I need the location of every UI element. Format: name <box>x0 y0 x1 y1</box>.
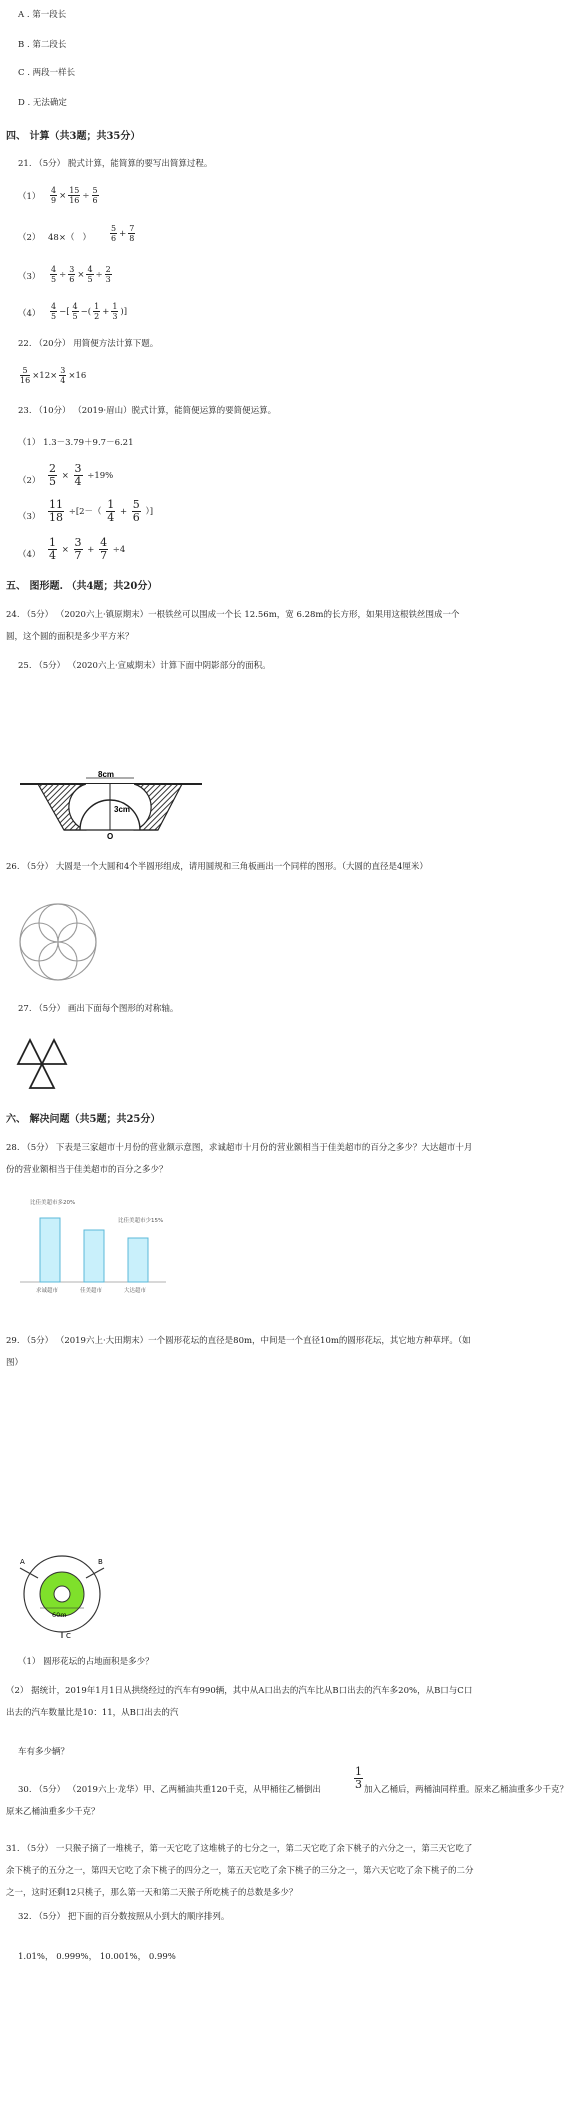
q23-3-end: ）] <box>145 507 154 517</box>
q29-inner-circle <box>54 1586 70 1602</box>
q29-figure <box>16 1548 108 1638</box>
q29-1-text: （1） 圆形花坛的占地面积是多少？ <box>18 1657 154 1667</box>
q30-frac-d: 3 <box>355 1778 362 1791</box>
q29-label-c: C <box>66 1632 71 1640</box>
q23-4-tail: ÷4 <box>112 545 126 555</box>
q25-label-center: O <box>107 832 114 841</box>
q26-figure <box>16 900 100 984</box>
q27-figure <box>16 1036 76 1092</box>
q25-label-top: 8cm <box>98 770 115 779</box>
option-b: B . 第二段长 <box>18 40 67 50</box>
q28-annotation-1: 比佳美超市多20% <box>30 1200 76 1206</box>
q31-text: 31. （5分） 一只猴子摘了一堆桃子，第一天它吃了这堆桃子的七分之一，第二天它吃了余下桃子的六分之一，第三天它吃了余下桃子的五分之一，第四天它吃了余下桃子的四分之一，第五天它吃了余下桃子的三分之一，第六天它吃了余下桃子的二分之一，这时还剩12只桃子，那么第一天和第二天猴子所吃桃子的总数是多少？ <box>6 1844 474 1898</box>
q21-1-label: （1） <box>18 192 41 202</box>
q21-3-label: （3） <box>18 272 41 282</box>
q28-annotation-2: 比佳美超市少15% <box>118 1218 164 1224</box>
q25-label-mid: 3cm <box>114 805 131 814</box>
q27-triangle-left <box>18 1040 42 1064</box>
q23-2-tail: ÷19% <box>87 471 114 481</box>
q28-cat-1: 求诚超市 <box>36 1288 59 1294</box>
q21-1-expr: $\frac{4}{9}$ × $\frac{15}{16}$ ÷ $\frac{5}{6}$ <box>51 186 98 205</box>
section-4-heading: 四、 计算（共3题；共35分） <box>6 131 141 142</box>
q29-2-text: （2） 据统计，2019年1月1日从拱绕经过的汽车有990辆，其中从A口出去的汽车比从B口出去的汽车多20%，从B口与C口出去的汽车数量比是10：11，从B口出去的汽 <box>6 1686 473 1718</box>
q28-chart <box>16 1194 176 1304</box>
q22-expr: $\frac{5}{16}$ ×12× $\frac{3}{4}$ ×16 <box>20 366 87 385</box>
q23-1: （1） 1.3－3.79＋9.7－6.21 <box>18 438 134 448</box>
q32-values: 1.01%， 0.999%， 10.001%， 0.99% <box>18 1952 176 1962</box>
q28-cat-2: 佳美超市 <box>80 1288 103 1294</box>
q27-triangle-right <box>42 1040 66 1064</box>
q23-2-label: （2） <box>18 476 41 486</box>
bar-jiamei <box>84 1230 104 1282</box>
q26-text: 26. （5分） 大圆是一个大圆和4个半圆形组成，请用圆规和三角板画出一个同样的图形。（大圆的直径是4厘米） <box>6 862 428 872</box>
q30-frac-n: 1 <box>355 1765 362 1778</box>
q23-4-label: （4） <box>18 550 41 560</box>
q27-text: 27. （5分） 画出下面每个图形的对称轴。 <box>18 1004 179 1014</box>
q21-4-label: （4） <box>18 309 41 319</box>
q29-2b-text: 车有多少辆？ <box>18 1747 70 1757</box>
q24-text: 24. （5分） （2020六上·镇原期末）一根铁丝可以围成一个长 12.56m，宽 6.28m的长方形，如果用这根铁丝围成一个圆，这个圆的面积是多少平方米？ <box>6 610 460 642</box>
q23-3-expr: $\frac{11}{18}$ ÷[2－（ $\frac{1}{4}$ + $\frac{5}{6}$ ）] <box>49 498 154 524</box>
option-d: D . 无法确定 <box>18 98 67 108</box>
q29-label-b: B <box>98 1558 103 1566</box>
q30-text-a: 30. （5分） （2019六上·龙华）甲、乙两桶油共重120千克，从甲桶往乙桶倒出 <box>18 1785 321 1795</box>
option-c: C . 两段一样长 <box>18 68 76 78</box>
q23-3-tail: ÷[2－（ <box>68 507 102 517</box>
section-6-heading: 六、 解决问题（共5题；共25分） <box>6 1114 161 1125</box>
q29-label-a: A <box>20 1558 25 1566</box>
bar-dada <box>128 1238 148 1282</box>
q23-3-label: （3） <box>18 512 41 522</box>
q29-text: 29. （5分） （2019六上·大田期末）一个圆形花坛的直径是80m，中间是一个直径10m的圆形花坛，其它地方种草坪。（如图） <box>6 1336 471 1368</box>
q27-triangle-bottom <box>30 1064 54 1088</box>
q30-text-c: 原来乙桶油重多少千克？ <box>6 1807 100 1817</box>
q21-3-expr: $\frac{4}{5}$ ÷ $\frac{3}{6}$ × $\frac{4}{5}$ ÷ $\frac{2}{3}$ <box>51 265 111 284</box>
q21-text: 21. （5分） 脱式计算，能简算的要写出简算过程。 <box>18 159 213 169</box>
q30-text-b: 加入乙桶后，两桶油同样重。原来乙桶油重多少千克？ <box>364 1785 568 1795</box>
q28-text: 28. （5分） 下表是三家超市十月份的营业额示意图，求诚超市十月份的营业额相当于佳美超市的百分之多少？大达超市十月份的营业额相当于佳美超市的百分之多少？ <box>6 1143 473 1175</box>
q21-4-expr: $\frac{4}{5}$ −[ $\frac{4}{5}$ −( $\frac{1}{2}$ + $\frac{1}{3}$ )] <box>51 302 128 321</box>
q22-text: 22. （20分） 用简便方法计算下题。 <box>18 339 159 349</box>
q29-label-60m: 60m <box>52 1611 67 1619</box>
option-a: A . 第一段长 <box>18 10 67 20</box>
q21-2-label: （2） <box>18 233 41 243</box>
q25-text: 25. （5分） （2020六上·宣威期末）计算下面中阴影部分的面积。 <box>18 661 271 671</box>
q32-text: 32. （5分） 把下面的百分数按照从小到大的顺序排列。 <box>18 1912 230 1922</box>
q21-2-expr: 48×（ ） <box>48 233 92 243</box>
q23-4-expr: $\frac{1}{4}$ × $\frac{3}{7}$ + $\frac{4}{7}$ ÷4 <box>49 536 126 562</box>
q23-2-expr: $\frac{2}{5}$ × $\frac{3}{4}$ ÷19% <box>49 462 114 488</box>
q21-2-tail: $\frac{5}{6}$ + $\frac{7}{8}$ <box>111 224 135 243</box>
q23-text: 23. （10分） （2019·眉山）脱式计算，能简便运算的要简便运算。 <box>18 406 277 416</box>
bar-qiucheng <box>40 1218 60 1282</box>
q28-cat-3: 大达超市 <box>124 1288 147 1294</box>
q25-figure <box>16 770 206 840</box>
section-5-heading: 五、 图形题. （共4题；共20分） <box>6 581 158 592</box>
